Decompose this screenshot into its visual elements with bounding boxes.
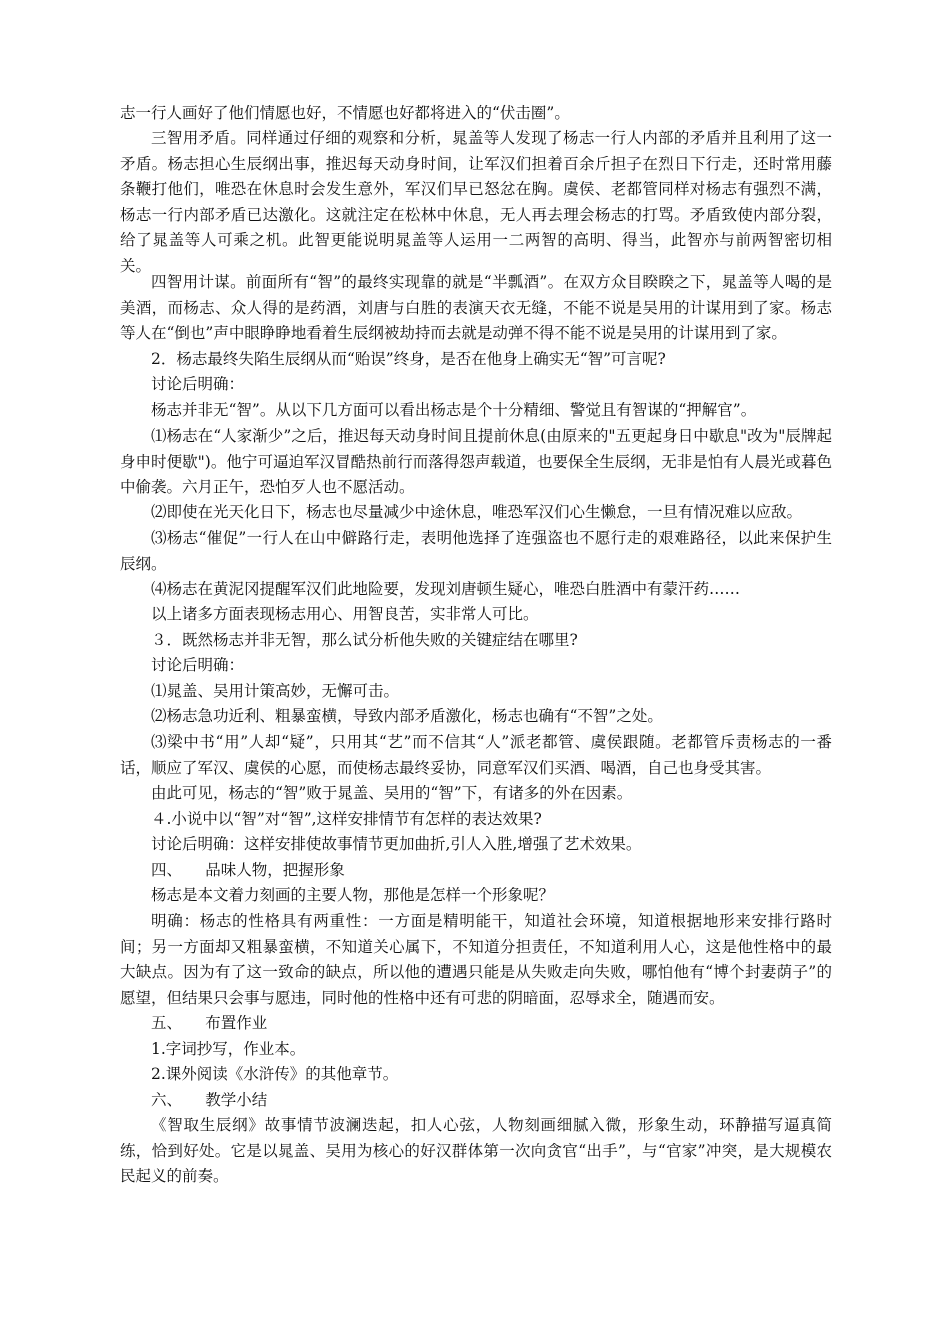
answer-3-point-1: ⑴晁盖、吴用计策高妙，无懈可击。 <box>151 682 400 700</box>
answer-2-point-2: ⑵即使在光天化日下，杨志也尽量减少中途休息，唯恐军汉们心生懒怠，一旦有情况难以应敌。 <box>151 503 803 521</box>
answer-3-point-3: ⑶梁中书“用”人却“疑”，只用其“艺”而不信其“人”派老都管、虞侯跟随。老都管斥责杨志的一番话，顺应了军汉、虞侯的心愿，而使杨志最终妥协，同意军汉们买酒、喝酒，自己也身受其害。 <box>120 733 832 777</box>
paragraph-intro-continuation: 志一行人画好了他们情愿也好，不情愿也好都将进入的“伏击圈”。 <box>120 104 570 122</box>
answer-2-summary: 杨志并非无“智”。从以下几方面可以看出杨志是个十分精细、警觉且有智谋的“押解官”。 <box>151 401 757 419</box>
section-heading-4: 四、 品味人物，把握形象 <box>151 861 345 879</box>
character-answer: 明确：杨志的性格具有两重性：一方面是精明能干，知道社会环境，知道根据地形来安排行路时间；另一方面却又粗暴蛮横，不知道关心属下，不知道分担责任，不知道利用人心，这是他性格中的最大缺点。因为有了这一致命的缺点，所以他的遭遇只能是从失败走向失败，哪怕他有“博个封妻荫子”的愿望，但结果只会事与愿违，同时他的性格中还有可悲的阴暗面，忍辱求全，随遇而安。 <box>120 912 832 1007</box>
homework-item-2: 2.课外阅读《水浒传》的其他章节。 <box>151 1065 399 1083</box>
answer-3-point-2: ⑵杨志急功近利、粗暴蛮横，导致内部矛盾激化，杨志也确有“不智”之处。 <box>151 707 663 725</box>
answer-3-conclusion: 由此可见，杨志的“智”败于晁盖、吴用的“智”下，有诸多的外在因素。 <box>151 784 633 802</box>
discussion-label: 讨论后明确： <box>151 375 245 393</box>
answer-2-conclusion: 以上诸多方面表现杨志用心、用智良苦，实非常人可比。 <box>151 605 539 623</box>
answer-4: 讨论后明确：这样安排使故事情节更加曲折,引人入胜,增强了艺术效果。 <box>151 835 642 853</box>
question-2: 2．杨志最终失陷生辰纲从而“贻误”终身，是否在他身上确实无“智”可言呢? <box>151 350 666 368</box>
paragraph-fourth-wisdom: 四智用计谋。前面所有“智”的最终实现靠的就是“半瓢酒”。在双方众目睽睽之下，晁盖等人喝的是美酒，而杨志、众人得的是药酒，刘唐与白胜的表演天衣无缝，不能不说是吴用的计谋用到了家。杨志等人在“倒也”声中眼睁睁地看着生辰纲被劫持而去就是动弹不得不能不说是吴用的计谋用到了家。 <box>120 273 832 343</box>
section-heading-6: 六、 教学小结 <box>151 1091 268 1109</box>
answer-2-point-3: ⑶杨志“催促”一行人在山中僻路行走，表明他选择了连强盗也不愿行走的艰难路径，以此来保护生辰纲。 <box>120 529 832 573</box>
question-4: ４.小说中以“智”对“智”,这样安排情节有怎样的表达效果? <box>151 810 542 828</box>
discussion-label: 讨论后明确： <box>151 656 245 674</box>
section-heading-5: 五、 布置作业 <box>151 1014 268 1032</box>
answer-2-point-4: ⑷杨志在黄泥冈提醒军汉们此地险要，发现刘唐顿生疑心，唯恐白胜酒中有蒙汗药…… <box>151 580 741 598</box>
answer-2-point-1: ⑴杨志在“人家渐少”之后，推迟每天动身时间且提前休息(由原来的"五更起身日中歇息"改为"辰牌起身申时便歇")。他宁可逼迫军汉冒酷热前行而落得怨声载道，也要保全生辰纲，无非是怕有人晨光或暮色中偷袭。六月正午，恐怕歹人也不愿活动。 <box>120 427 832 497</box>
character-question: 杨志是本文着力刻画的主要人物，那他是怎样一个形象呢？ <box>151 886 555 904</box>
summary-paragraph: 《智取生辰纲》故事情节波澜迭起，扣人心弦，人物刻画细腻入微，形象生动，环静描写逼真简练，恰到好处。它是以晁盖、吴用为核心的好汉群体第一次向贪官“出手”，与“官家”冲突，是大规模农民起义的前奏。 <box>120 1116 832 1186</box>
paragraph-third-wisdom: 三智用矛盾。同样通过仔细的观察和分析，晁盖等人发现了杨志一行人内部的矛盾并且利用了这一矛盾。杨志担心生辰纲出事，推迟每天动身时间，让军汉们担着百余斤担子在烈日下行走，还时常用藤条鞭打他们，唯恐在休息时会发生意外，军汉们早已怒忿在胸。虞侯、老都管同样对杨志有强烈不满，杨志一行内部矛盾已达激化。这就注定在松林中休息，无人再去理会杨志的打骂。矛盾致使内部分裂，给了晁盖等人可乘之机。此智更能说明晁盖等人运用一二两智的高明、得当，此智亦与前两智密切相关。 <box>120 129 832 275</box>
homework-item-1: 1.字词抄写，作业本。 <box>151 1040 306 1058</box>
question-3: ３．既然杨志并非无智，那么试分析他失败的关键症结在哪里? <box>151 631 578 649</box>
